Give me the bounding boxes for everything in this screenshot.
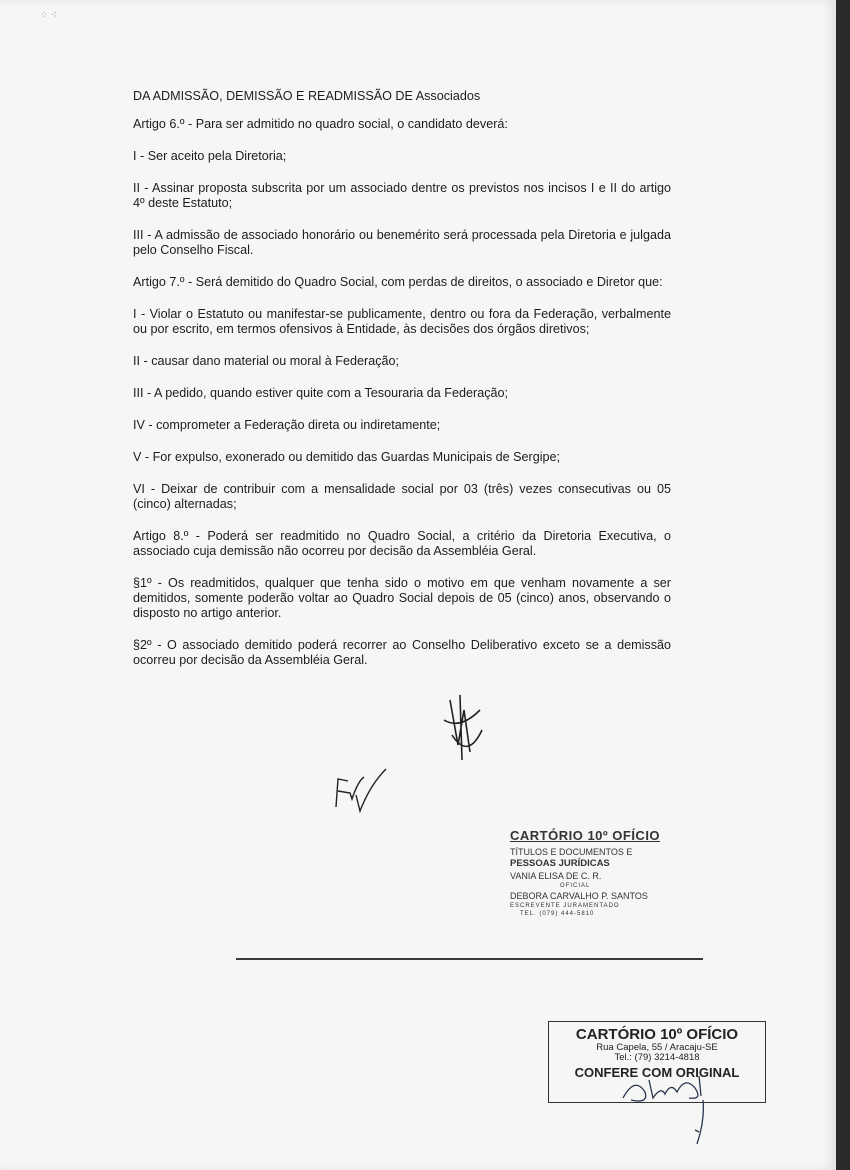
section-heading: DA ADMISSÃO, DEMISSÃO E READMISSÃO DE Associados <box>133 89 481 103</box>
paragraph-art8-par2: §2º - O associado demitido poderá recorrer ao Conselho Deliberativo exceto se a demissão ocorreu por decisão da Assembléia Geral. <box>133 638 671 667</box>
scan-smudge: ⁘ ⁖ <box>40 10 58 21</box>
paragraph-art6-i: I - Ser aceito pela Diretoria; <box>133 149 287 163</box>
paragraph-art7-iii: III - A pedido, quando estiver quite com a Tesouraria da Federação; <box>133 386 509 400</box>
registry-stamp <box>510 828 680 918</box>
signature-3 <box>615 1070 715 1150</box>
signature-1 <box>430 690 490 765</box>
signature-2 <box>330 765 390 815</box>
registry-stamp-line3: VANIA ELISA DE C. R. <box>510 871 602 881</box>
registry-stamp-line6: ESCREVENTE JURAMENTADO <box>510 903 620 909</box>
paragraph-art8: Artigo 8.º - Poderá ser readmitido no Quadro Social, a critério da Diretoria Executiva, o associado cuja demissão não ocorreu por decisão da Assembléia Geral. <box>133 529 671 558</box>
paragraph-art6-iii: III - A admissão de associado honorário ou benemérito será processada pela Diretoria e julgada pelo Conselho Fiscal. <box>133 228 671 257</box>
document-body <box>133 89 671 685</box>
paragraph-art8-par1: §1º - Os readmitidos, qualquer que tenha sido o motivo em que venham novamente a ser demitidos, somente poderão voltar ao Quadro Social depois de 05 (cinco) anos, observando o disposto no artigo anterior. <box>133 576 671 620</box>
paragraph-art7-v: V - For expulso, exonerado ou demitido das Guardas Municipais de Sergipe; <box>133 450 561 464</box>
paragraph-art7-vi: VI - Deixar de contribuir com a mensalidade social por 03 (três) vezes consecutivas ou 05 (cinco) alternadas; <box>133 482 671 511</box>
confere-stamp-title: CARTÓRIO 10º OFÍCIO <box>575 1026 739 1043</box>
registry-stamp-line4: OFICIAL <box>560 883 591 889</box>
confere-stamp-phone: Tel.: (79) 3214-4818 <box>614 1052 700 1063</box>
paragraph-art7-ii: II - causar dano material ou moral à Federação; <box>133 354 399 368</box>
confere-stamp-address: Rua Capela, 55 / Aracaju-SE <box>596 1042 718 1053</box>
paragraph-art7-iv: IV - comprometer a Federação direta ou indiretamente; <box>133 418 441 432</box>
registry-stamp-title: CARTÓRIO 10º OFÍCIO <box>510 828 661 843</box>
paragraph-art7-i: I - Violar o Estatuto ou manifestar-se publicamente, dentro ou fora da Federação, verbalmente ou por escrito, em termos ofensivos à Entidade, às decisões dos órgãos diretivos; <box>133 307 671 336</box>
paragraph-art7: Artigo 7.º - Será demitido do Quadro Social, com perdas de direitos, o associado e Diretor que: <box>133 275 663 289</box>
registry-stamp-line1: TÍTULOS E DOCUMENTOS E <box>510 847 633 857</box>
registry-stamp-line5: DEBORA CARVALHO P. SANTOS <box>510 891 648 901</box>
horizontal-rule <box>236 958 703 960</box>
registry-stamp-line2: PESSOAS JURÍDICAS <box>510 858 610 869</box>
paragraph-art6-ii: II - Assinar proposta subscrita por um associado dentre os previstos nos incisos I e II do artigo 4º deste Estatuto; <box>133 181 671 210</box>
registry-stamp-line7: TEL. (079) 444-5810 <box>520 911 595 917</box>
paragraph-art6: Artigo 6.º - Para ser admitido no quadro social, o candidato deverá: <box>133 117 508 131</box>
confere-stamp-text: CONFERE COM ORIGINAL <box>574 1065 740 1080</box>
